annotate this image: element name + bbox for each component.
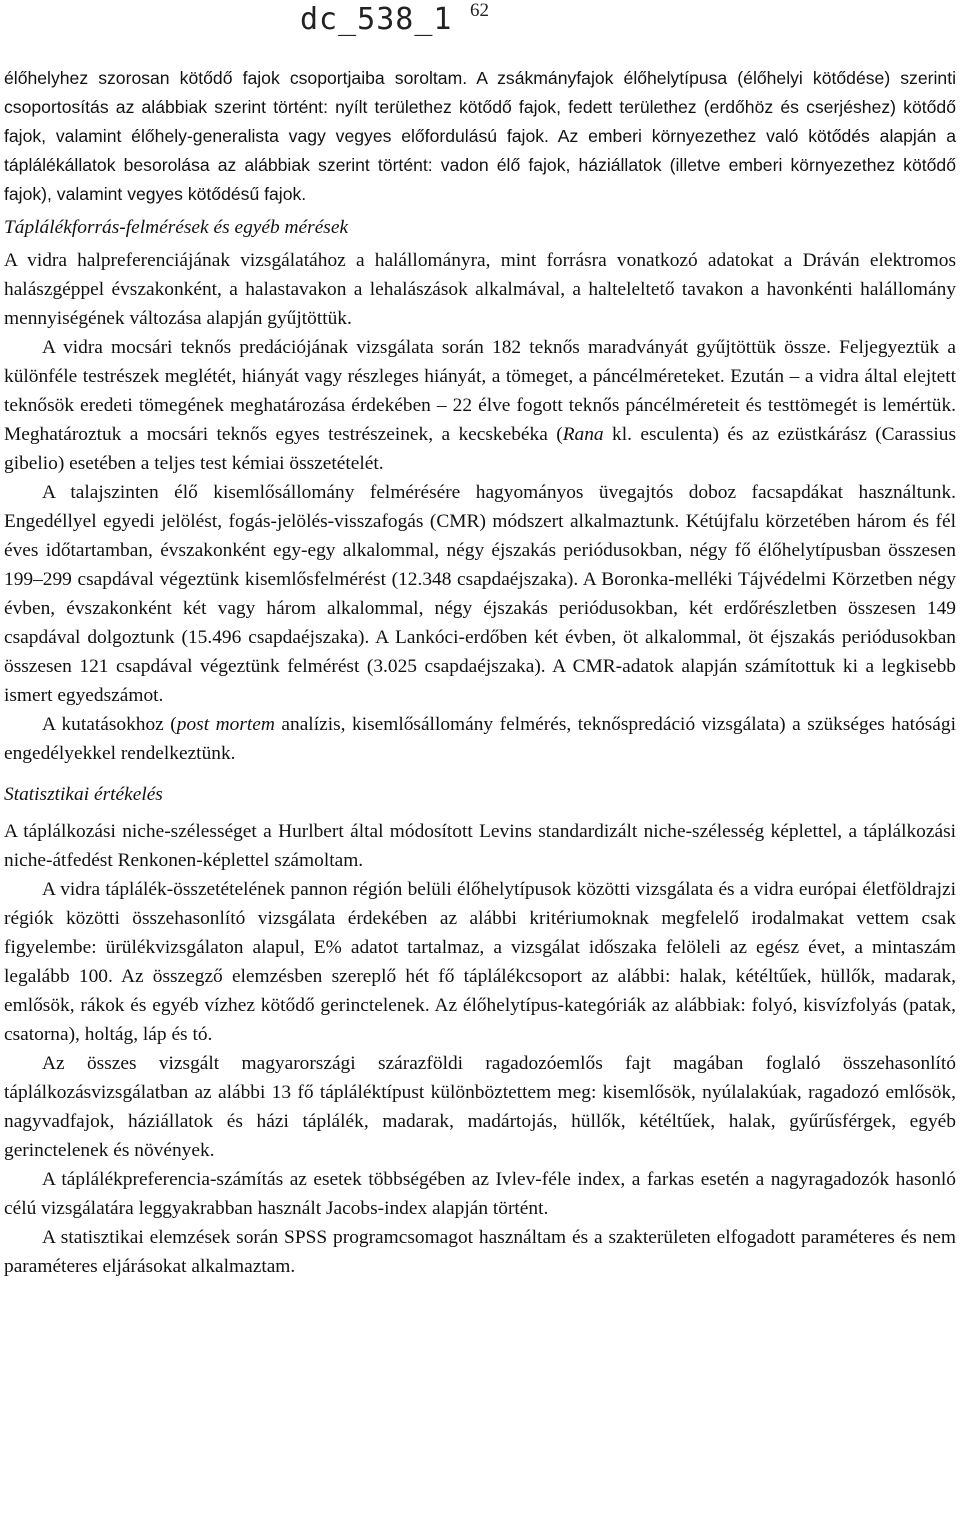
paragraph-text: A vidra mocsári teknős predációjának vizsgálata során 182 teknős maradványát gyűjtöttük össze. Feljegyeztük a különféle testrészek meglétét, hiányát vagy részleges hiányát, a tömeget, a páncélméreteket. Ezután – a vidra által elejtett teknősök eredeti tömegének meghatározása érdekében – 22 élve fogott teknős páncélméreteit és testtömegét is lemértük. Meghatároztuk a mocsári teknős egyes testrészeinek, a kecskebéka ( — [4, 337, 956, 445]
paragraph-food-types: Az összes vizsgált magyarországi szárazföldi ragadozóemlős fajt magában foglaló összehasonlító táplálkozásvizsgálatban az alábbi 13 fő tápláléktípust különböztettem meg: kisemlősök, nyúlalakúak, ragadozó emlősök, nagyvadfajok, háziállatok és házi táplálék, madarak, madártojás, hüllők, kétéltűek, halak, gyűrűsférgek, egyéb gerinctelenek és növények. — [4, 1053, 956, 1161]
paragraph-statistics-software: A statisztikai elemzések során SPSS programcsomagot használtam és a szakterületen elfogadott paraméteres és nem paraméteres eljárásokat alkalmaztam. — [4, 1227, 956, 1277]
paragraph-niche-width: A táplálkozási niche-szélességet a Hurlbert által módosított Levins standardizált niche-szélesség képlettel, a táplálkozási niche-átfedést Renkonen-képlettel számoltam. — [4, 821, 956, 871]
paragraph-permits — [4, 710, 956, 768]
document-id: dc_538_1 — [300, 2, 453, 37]
page-number: 62 — [470, 0, 489, 21]
section-heading-statistics: Statisztikai értékelés — [4, 784, 163, 805]
intro-paragraph: élőhelyhez szorosan kötődő fajok csoportjaiba soroltam. A zsákmányfajok élőhelytípusa (élőhelyi kötődése) szerinti csoportosítás az alábbiak szerint történt: nyílt területhez kötődő fajok, fedett területhez (erdőhöz és cserjéshez) kötődő fajok, valamint élőhely-generalista vagy vegyes előfordulású fajok. Az emberi környezethez való kötődés alapján a táplálékállatok besorolása az alábbiak szerint történt: vadon élő fajok, háziállatok (illetve emberi környezethez kötődő fajok), valamint vegyes kötődésű fajok. — [4, 68, 956, 204]
paragraph-text: analízis, kisemlősállomány felmérés, teknőspredáció vizsgálata) a szükséges hatósági engedélyekkel rendelkeztünk. — [4, 714, 956, 764]
paragraph-text: A kutatásokhoz ( — [42, 714, 177, 735]
paragraph-fish-preference: A vidra halpreferenciájának vizsgálatához a halállományra, mint forrásra vonatkozó adatokat a Dráván elektromos halászgéppel évszakonként, a halastavakon a lehalászások alkalmával, a halteleltető tavakon a havonkénti halállomány mennyiségének változása alapján gyűjtöttük. — [4, 250, 956, 329]
section-heading-measurements: Táplálékforrás-felmérések és egyéb mérések — [4, 217, 349, 238]
italic-term: Rana — [562, 424, 604, 445]
paragraph-preference-index: A táplálékpreferencia-számítás az esetek többségében az Ivlev-féle index, a farkas esetén a nagyragadozók hasonló célú vizsgálatára leggyakrabban használt Jacobs-index alapján történt. — [4, 1169, 956, 1219]
paragraph-text: kl. esculenta) és az ezüstkárász (Carassius gibelio) esetében a teljes test kémiai összetételét. — [4, 424, 957, 474]
paragraph-diet-composition: A vidra táplálék-összetételének pannon régión belüli élőhelytípusok közötti vizsgálata és a vidra európai életföldrajzi régiók közötti összehasonlító vizsgálata érdekében az alábbi kritériumoknak megfelelő irodalmakat vettem csak figyelembe: ürülékvizsgálaton alapul, E% adatot tartalmaz, a vizsgálat időszaka felöleli az egész évet, a mintaszám legalább 100. Az összegző elemzésben szereplő hét fő táplálékcsoport az alábbi: halak, kétéltűek, hüllők, madarak, emlősök, rákok és egyéb vízhez kötődő gerinctelenek. Az élőhelytípus-kategóriák az alábbiak: folyó, kisvízfolyás (patak, csatorna), holtág, láp és tó. — [4, 879, 956, 1045]
document-body — [4, 64, 956, 1281]
italic-term: post mortem — [176, 714, 275, 735]
paragraph-turtle-predation — [4, 333, 956, 478]
paragraph-small-mammal-survey: A talajszinten élő kisemlősállomány felmérésére hagyományos üvegajtós doboz facsapdákat használtunk. Engedéllyel egyedi jelölést, fogás-jelölés-visszafogás (CMR) módszert alkalmaztunk. Kétújfalu körzetében három és fél éves időtartamban, évszakonként egy-egy alkalommal, négy éjszakás periódusokban, négy fő élőhelytípusban összesen 199–299 csapdával végeztünk kisemlősfelmérést (12.348 csapdaéjszaka). A Boronka-melléki Tájvédelmi Körzetben négy évben, évszakonként két vagy három alkalommal, négy éjszakás periódusokban, két erdőrészletben összesen 149 csapdával dolgoztunk (15.496 csapdaéjszaka). A Lankóci-erdőben két évben, öt alkalommal, öt éjszakás periódusokban összesen 121 csapdával végeztünk felmérést (3.025 csapdaéjszaka). A CMR-adatok alapján számítottuk ki a legkisebb ismert egyedszámot. — [4, 482, 956, 706]
